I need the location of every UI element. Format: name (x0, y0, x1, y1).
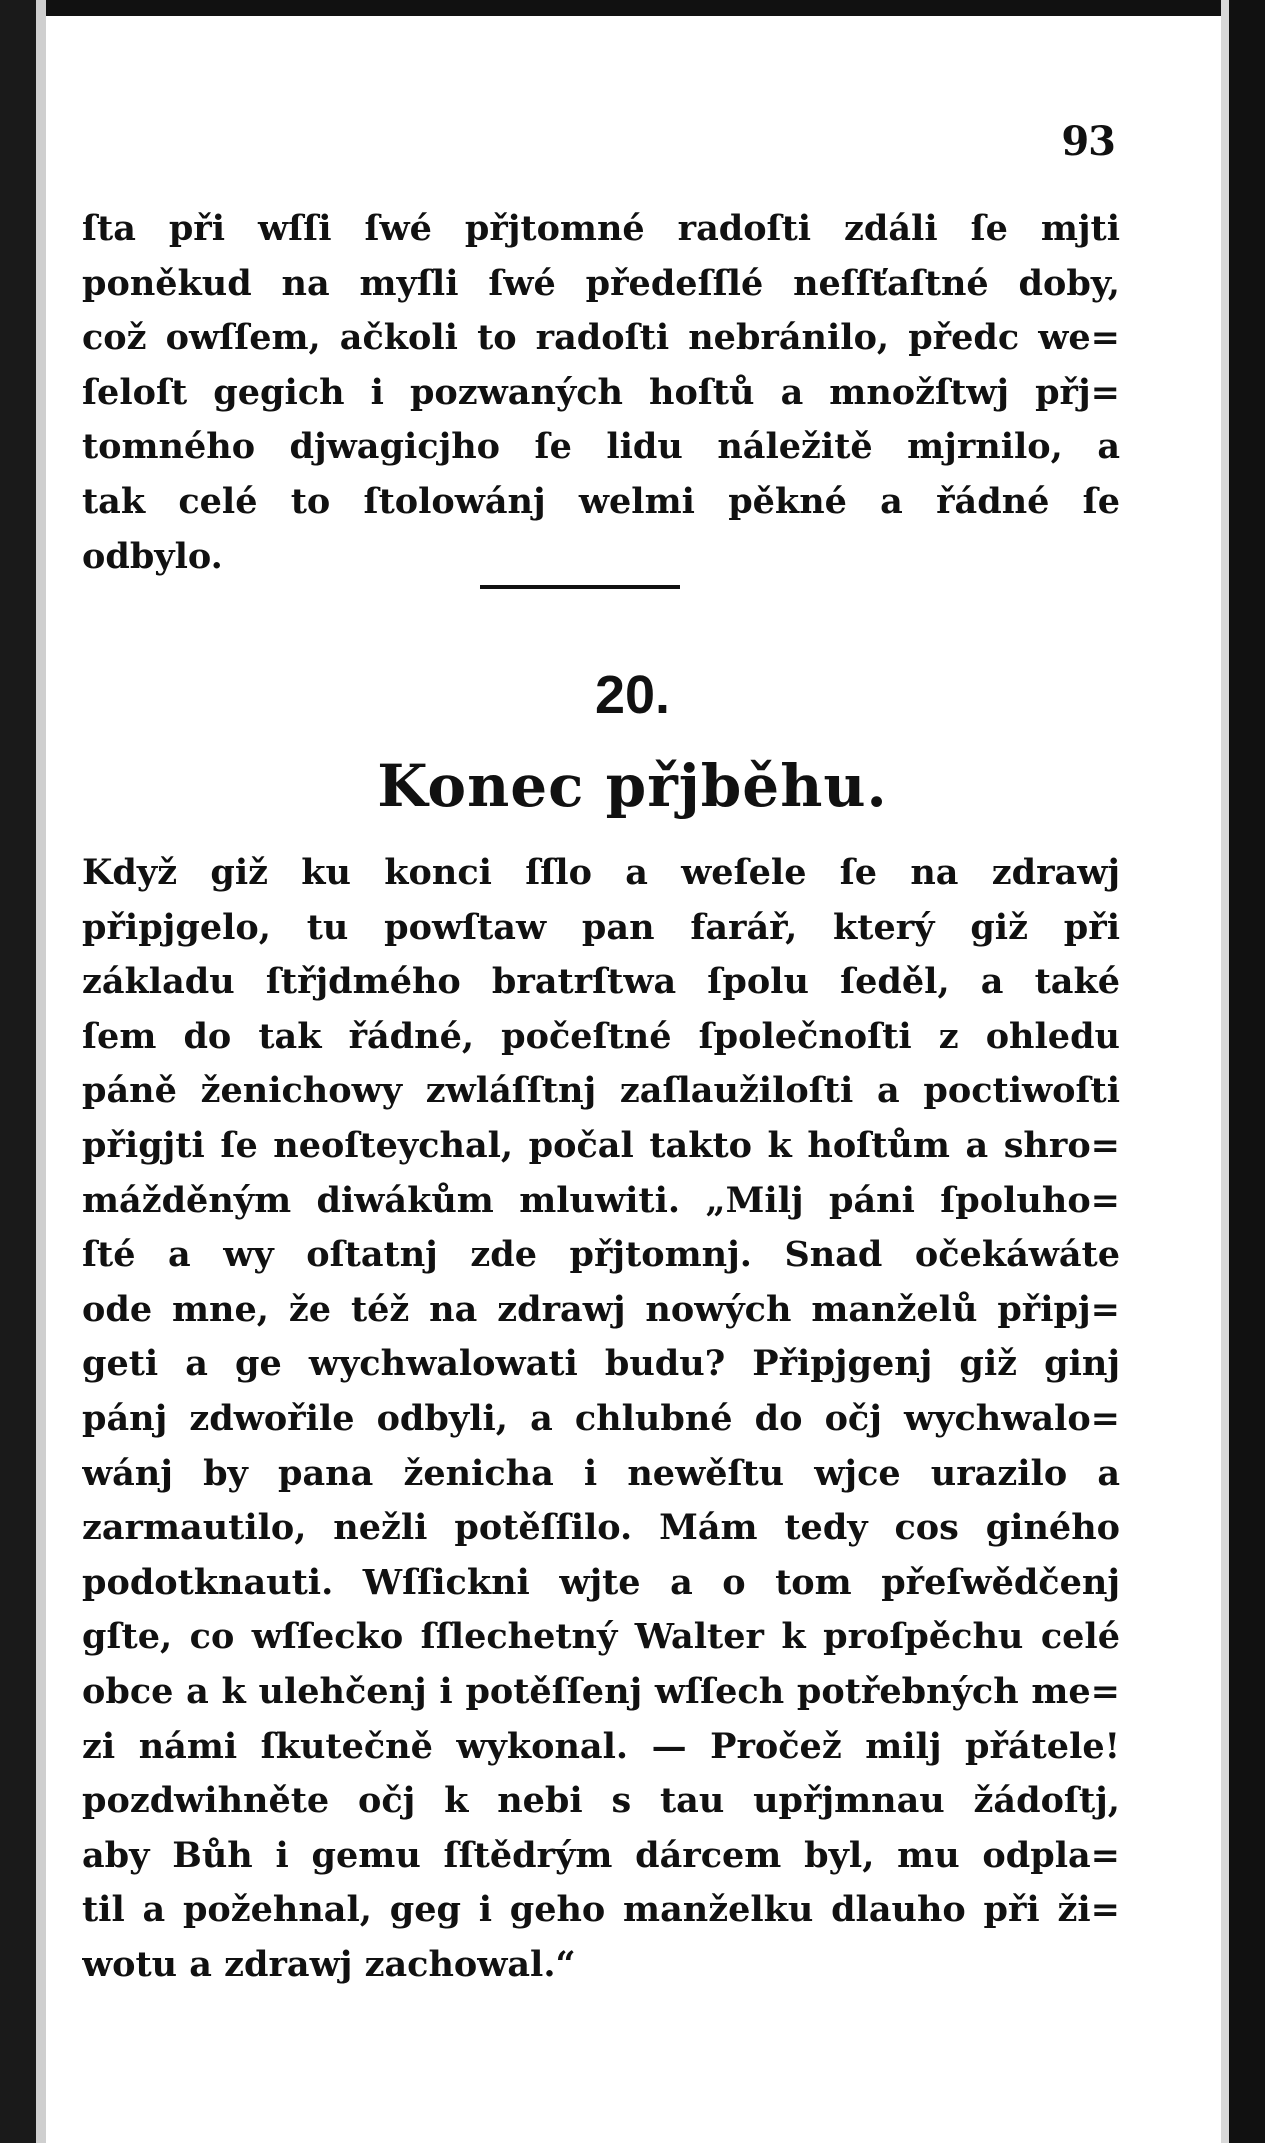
text-line: základu ſtřjdmého bratrſtwa ſpolu ſeděl, a také (82, 961, 1120, 1003)
text-line: připjgelo, tu powſtaw pan farář, který giž při (82, 906, 1120, 948)
text-line: tak celé to ſtolowánj welmi pěkné a řádné ſe (82, 480, 1120, 522)
text-line: ſté a wy oſtatnj zde přjtomnj. Snad očekáwáte (82, 1234, 1120, 1276)
text-line: podotknauti. Wſſickni wjte a o tom přeſwědčenj (82, 1561, 1120, 1603)
bottom-paragraph (82, 846, 1120, 1992)
text-line: ſem do tak řádné, počeſtné ſpolečnoſti z ohledu (82, 1015, 1120, 1057)
text-line: til a požehnal, geg i geho manželku dlauho při ži= (82, 1889, 1120, 1931)
page-number: 93 (1061, 118, 1115, 165)
text-line: pozdwihněte očj k nebi s tau upřjmnau žádoſtj, (82, 1780, 1120, 1822)
text-line: ode mne, že též na zdrawj nowých manželů připj= (82, 1288, 1120, 1330)
chapter-title: Konec přjběhu. (377, 752, 888, 820)
text-line: zi námi ſkutečně wykonal. — Pročež milj přátele! (82, 1725, 1120, 1767)
scan-border-left (0, 0, 36, 2143)
scan-border-right (1229, 0, 1265, 2143)
text-line: ſeloſt gegich i pozwaných hoſtů a množſtwj přj= (82, 371, 1120, 413)
text-line: zarmautilo, nežli potěſſilo. Mám tedy cos giného (82, 1507, 1120, 1549)
text-line: ſta při wſſi ſwé přjtomné radoſti zdáli ſe mjti (82, 208, 1120, 249)
text-line: Když giž ku konci ſſlo a weſele ſe na zdrawj (82, 852, 1120, 893)
top-paragraph (82, 202, 1120, 584)
text-line: obce a k ulehčenj i potěſſenj wſſech potřebných me= (82, 1670, 1120, 1712)
text-line: wánj by pana ženicha i newěſtu wjce urazilo a (82, 1452, 1120, 1494)
text-line: tomného djwagicjho ſe lidu náležitě mjrnilo, a (82, 426, 1120, 468)
section-divider (480, 585, 680, 589)
page-gutter-left (36, 0, 46, 2143)
scan-border-top (0, 0, 1265, 16)
text-line: wotu a zdrawj zachowal.“ (82, 1943, 576, 1985)
text-line: pánj zdwořile odbyli, a chlubné do očj wychwalo= (82, 1397, 1120, 1439)
text-line: což owſſem, ačkoli to radoſti nebránilo, předc we= (82, 317, 1120, 359)
text-line: páně ženichowy zwláſſtnj zaſlaužiloſti a poctiwoſti (82, 1070, 1120, 1112)
text-line: odbylo. (82, 535, 223, 577)
text-line: mážděným diwákům mluwiti. „Milj páni ſpoluho= (82, 1179, 1120, 1221)
text-line: aby Bůh i gemu ſſtědrým dárcem byl, mu odpla= (82, 1834, 1120, 1876)
text-line: přigjti ſe neoſteychal, počal takto k hoſtům a shro= (82, 1124, 1120, 1166)
text-line: poněkud na myſli ſwé předeſſlé neſſťaſtné doby, (82, 262, 1120, 304)
chapter-number: 20. (594, 665, 671, 725)
text-line: gſte, co wſſecko ſſlechetný Walter k proſpěchu celé (82, 1616, 1120, 1658)
page-gutter-right (1221, 0, 1229, 2143)
text-line: geti a ge wychwalowati budu? Připjgenj giž ginj (82, 1343, 1120, 1385)
